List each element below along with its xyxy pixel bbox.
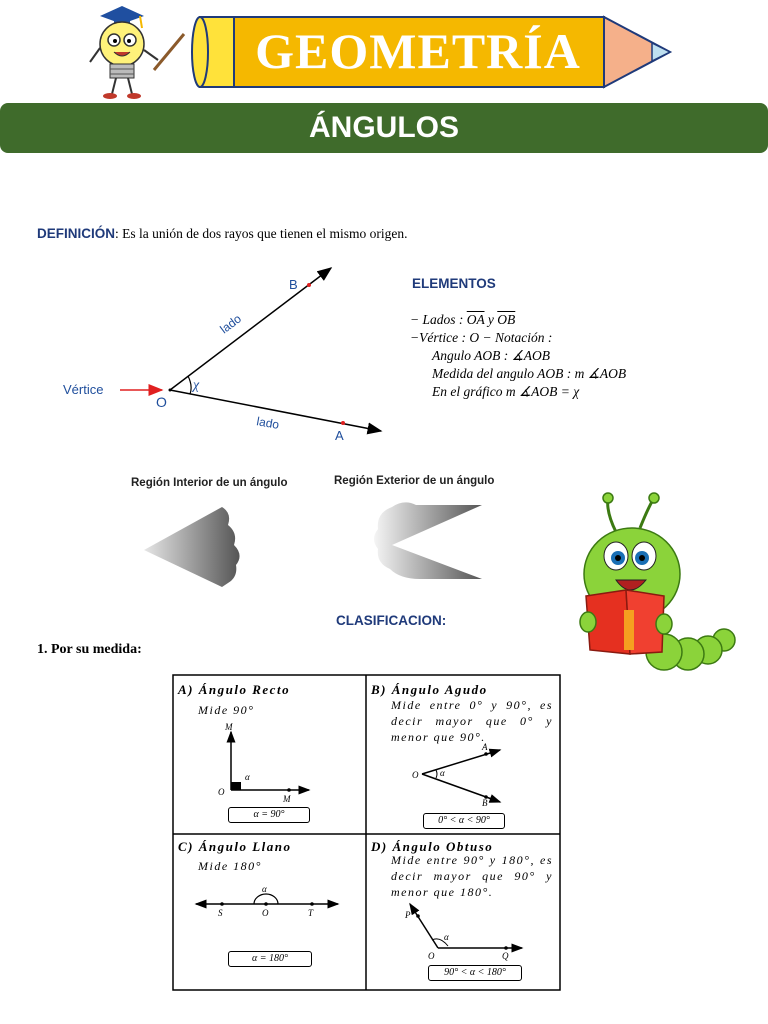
ray-ob bbox=[170, 268, 331, 390]
banner-title: GEOMETRÍA bbox=[255, 23, 581, 79]
region-exterior-label: Región Exterior de un ángulo bbox=[334, 475, 495, 487]
obtuso-q: Q bbox=[502, 951, 509, 961]
obtuso-desc: Mide entre 90° y 180°, es decir mayor que 90° y menor que 180°. bbox=[391, 853, 553, 899]
o-label: O bbox=[156, 394, 167, 410]
elements-medida: Medida del angulo AOB : m ∡AOB bbox=[432, 366, 627, 381]
obtuso-formula: 90° < α < 180° bbox=[428, 965, 522, 981]
recto-o: O bbox=[218, 787, 225, 797]
obtuso-p: P bbox=[405, 910, 411, 920]
segment-ob: $\overline{OB}$ bbox=[497, 312, 516, 327]
exterior-region-icon bbox=[370, 497, 485, 582]
recto-alpha: α bbox=[245, 772, 250, 782]
obtuso-alpha: α bbox=[444, 932, 449, 942]
chi-label: χ bbox=[193, 378, 200, 393]
a-label: A bbox=[335, 428, 344, 443]
point-b-dot bbox=[307, 283, 311, 287]
definition-line bbox=[37, 226, 407, 242]
b-label: B bbox=[289, 277, 298, 292]
recto-desc: Mide 90° bbox=[198, 703, 255, 717]
elements-grafico: En el gráfico m ∡AOB = χ bbox=[432, 384, 580, 399]
agudo-diagram bbox=[408, 740, 508, 810]
obtuso-title: D) Ángulo Obtuso bbox=[371, 839, 494, 854]
section-title: ÁNGULOS bbox=[309, 111, 459, 144]
recto-title: A) Ángulo Recto bbox=[178, 682, 291, 697]
definition-label: DEFINICIÓN bbox=[37, 226, 116, 241]
elements-list bbox=[410, 311, 626, 401]
classification-title: CLASIFICACION: bbox=[336, 613, 447, 628]
angle-arc bbox=[188, 376, 191, 394]
lado-bottom-label: lado bbox=[255, 414, 281, 432]
agudo-a: A bbox=[482, 742, 488, 752]
point-a-dot bbox=[341, 421, 345, 425]
lightbulb-mascot-icon bbox=[78, 2, 190, 102]
llano-t: T bbox=[308, 908, 314, 918]
llano-title: C) Ángulo Llano bbox=[178, 839, 292, 854]
segment-oa: $\overline{OA}$ bbox=[466, 312, 485, 327]
elements-lados: − Lados : $\overline{OA}$ y $\overline{OB}$ bbox=[410, 312, 516, 327]
recto-m-bottom: M bbox=[283, 794, 291, 804]
agudo-alpha: α bbox=[440, 768, 445, 778]
elements-vertice: −Vértice : O − Notación : bbox=[410, 330, 553, 345]
agudo-b: B bbox=[482, 798, 488, 808]
elements-title: ELEMENTOS bbox=[412, 276, 496, 291]
caterpillar-reading-icon bbox=[578, 492, 736, 672]
classification-subtitle: 1. Por su medida: bbox=[37, 642, 142, 657]
recto-m-top: M bbox=[225, 722, 233, 732]
obtuso-diagram bbox=[398, 898, 528, 964]
lado-top-label: lado bbox=[217, 311, 244, 337]
llano-o: O bbox=[262, 908, 269, 918]
obtuso-o: O bbox=[428, 951, 435, 961]
llano-desc: Mide 180° bbox=[198, 859, 262, 873]
region-interior-label: Región Interior de un ángulo bbox=[131, 477, 288, 489]
vertex-dot bbox=[169, 389, 172, 392]
definition-text: : Es la unión de dos rayos que tienen el mismo origen. bbox=[115, 226, 408, 241]
llano-alpha: α bbox=[262, 884, 267, 894]
recto-formula: α = 90° bbox=[228, 807, 310, 823]
agudo-formula: 0° < α < 90° bbox=[423, 813, 505, 829]
agudo-desc: Mide entre 0° y 90°, es decir mayor que 0° y menor que 90°. bbox=[391, 698, 553, 744]
llano-s: S bbox=[218, 908, 223, 918]
agudo-title: B) Ángulo Agudo bbox=[371, 682, 488, 697]
recto-diagram bbox=[215, 722, 315, 806]
angle-figure bbox=[60, 262, 390, 447]
vertex-label: Vértice bbox=[63, 382, 104, 397]
agudo-o: O bbox=[412, 770, 419, 780]
elements-angulo: Angulo AOB : ∡AOB bbox=[432, 348, 550, 363]
llano-diagram bbox=[192, 882, 342, 920]
llano-formula: α = 180° bbox=[228, 951, 312, 967]
interior-region-icon bbox=[140, 505, 250, 590]
